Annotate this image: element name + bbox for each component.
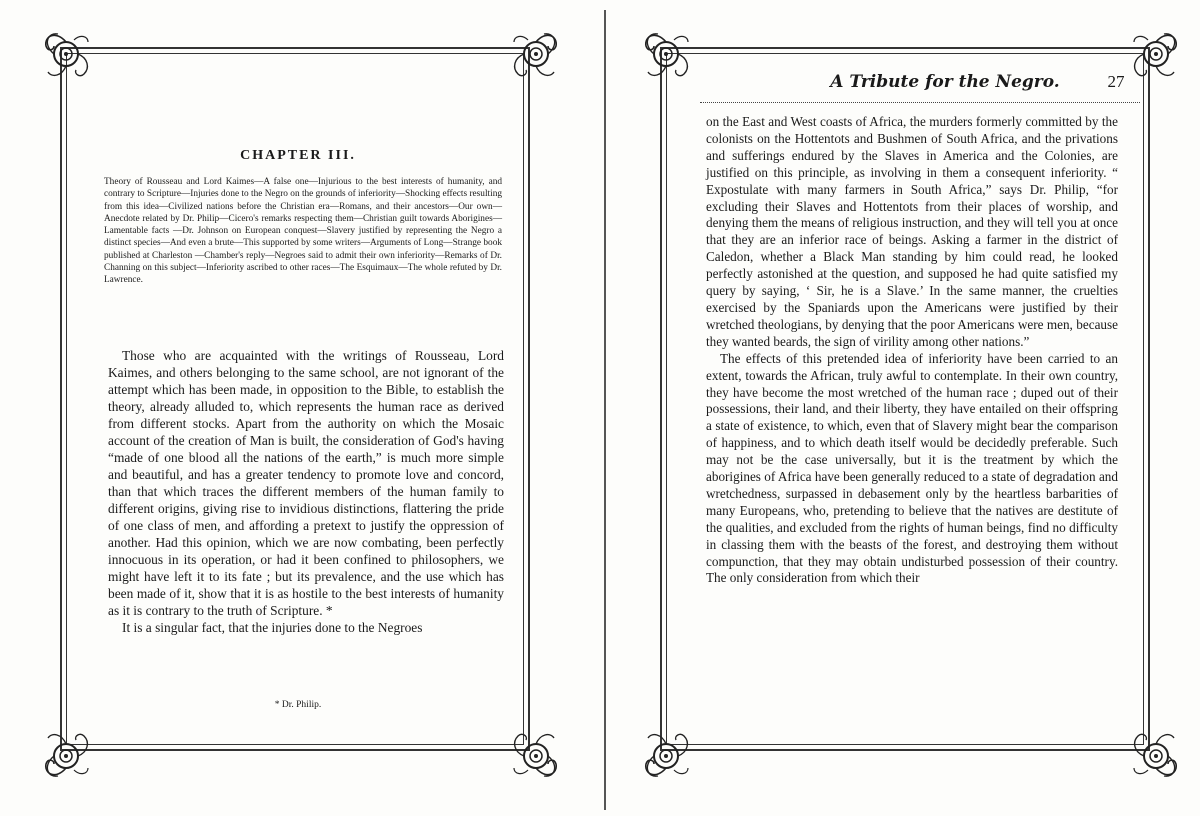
header-rule xyxy=(700,102,1140,106)
left-page-body xyxy=(108,347,504,636)
flourish-ornament-icon xyxy=(640,28,692,80)
flourish-ornament-icon xyxy=(1130,730,1182,782)
body-paragraph: Those who are acquainted with the writings of Rousseau, Lord Kaimes, and others belonging to the same school, are not ignorant of the attempt which has been made, in opposition to the Bible, to establish the theory, already alluded to, which represents the human race as derived from different stocks. Apart from the authority on which the Mosaic account of the creation of Man is built, the consideration of God's having “made of one blood all the nations of the earth,” is much more simple and beautiful, and has a greater tendency to promote love and concord, than that which traces the different members of the human family to different origins, giving rise to invidious distinctions, flattering the pride of one class of men, and affording a pretext to justify the oppression of another. Had this opinion, which we are now combating, been perfectly innocuous in its operation, or had it been confined to philosophers, we might have left it to its fate ; but its prevalence, and the use which has been made of it, show that it is as hostile to the best interests of humanity as it is contrary to the truth of Scripture. * xyxy=(108,348,504,618)
page-number: 27 xyxy=(1107,72,1125,91)
footnote: * Dr. Philip. xyxy=(274,700,322,710)
flourish-ornament-icon xyxy=(1130,28,1182,80)
flourish-ornament-icon xyxy=(510,730,562,782)
running-head: A Tribute for the Negro. xyxy=(830,72,1060,92)
body-paragraph: The effects of this pretended idea of inferiority have been carried to an extent, towards the African, truly awful to contemplate. In their own country, they have become the most wretched of the human race ; duped out of their possessions, their land, and their liberty, they have entailed on their offspring a state of existence, to which, even that of Slavery might bear the comparison of happiness, and to which death itself would be decidedly preferable. Such may not be the case universally, but it is the treatment by which the aborigines of Africa have been generally reduced to a state of degradation and wretchedness, surpassed in debasement only by the heartless barbarities of many Europeans, who, pretending to believe that the natives are destitute of the qualities, and excluded from the rights of human beings, find no difficulty in classing them with the beasts of the forest, and destroying them without compunction, that they may obtain undisturbed possession of their country. The only consideration from which their xyxy=(706,350,1118,586)
flourish-ornament-icon xyxy=(40,730,92,782)
flourish-ornament-icon xyxy=(40,28,92,80)
body-paragraph: on the East and West coasts of Africa, the murders formerly committed by the colonists on the Hottentots and Bushmen of South Africa, and the privations and sufferings endured by the Slaves in America and the Colonies, are justified on this principle, as involving in them a consequent inferiority. “ Expostulate with many farmers in South Africa,” says Dr. Philip, “for excluding their Slaves and Hottentots from their places of worship, and denying them the means of religious instruction, and they will tell you at once that they are an inferior race of beings. Asking a farmer in the district of Caledon, whether a Black Man standing by him could read, he looked perfectly astonished at the question, and supposed he had quite satisfied my query by saying, ‘ Sir, he is a Slave.’ In the same manner, the cruelties exercised by the Spaniards upon the Americans were justified by their wretched theologians, by denying that the poor Americans were men, because they wanted beards, the sign of virility among other nations.” xyxy=(706,114,1118,349)
flourish-ornament-icon xyxy=(640,730,692,782)
right-page-body xyxy=(706,114,1118,587)
chapter-synopsis: Theory of Rousseau and Lord Kaimes—A false one—Injurious to the best interests of humanity, and contrary to Scripture—Injuries done to the Negro on the grounds of inferiority—Shocking effects resulting from this idea—Civilized nations before the Christian era—Romans, and their ancestors—Our own—Anecdote related by Dr. Philip—Cicero's remarks respecting them—Christian guilt towards Aborigines—Lamentable facts —Dr. Johnson on European conquest—Slavery justified by representing the Negro a distinct species—And even a brute—This supported by some writers—Arguments of Long—Strange book published at Charleston —Chamber's reply—Negroes said to admit their own inferiority—Remarks of Dr. Channing on this subject—Inferiority ascribed to other races—The Esquimaux—The whole refuted by Dr. Lawrence. xyxy=(104,177,502,286)
chapter-title: CHAPTER III. xyxy=(240,148,356,163)
flourish-ornament-icon xyxy=(510,28,562,80)
body-paragraph: It is a singular fact, that the injuries done to the Negroes xyxy=(122,620,423,635)
